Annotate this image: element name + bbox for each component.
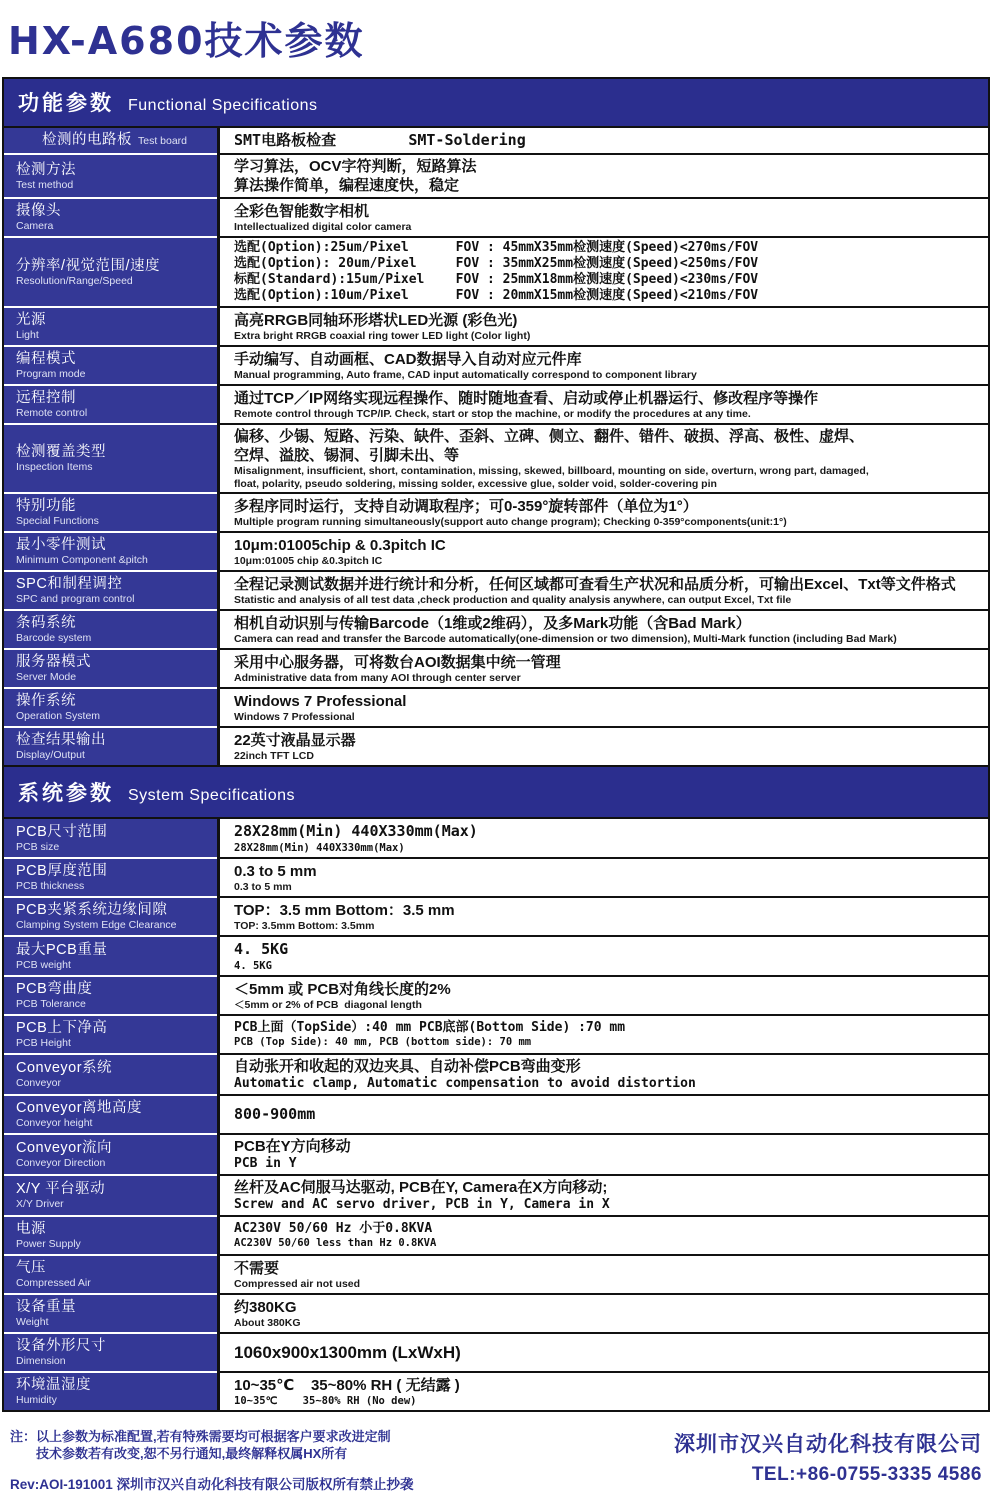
footer-company-block: [674, 1428, 984, 1493]
spec-value-line: 全程记录测试数据并进行统计和分析，任何区域都可查看生产状况和品质分析，可输出Excel、Txt等文件格式: [234, 575, 956, 593]
spec-label-en: Special Functions: [16, 515, 99, 527]
spec-value-line: PCB上面（TopSide）:40 mm PCB底部(Bottom Side) :70 mm: [234, 1020, 626, 1035]
spec-value: [217, 306, 988, 345]
spec-value-line: 标配(Standard):15um/Pixel FOV : 25mmX18mm检测速度(Speed)<230ms/FOV: [234, 272, 759, 287]
spec-value-line: Automatic clamp, Automatic compensation to avoid distortion: [234, 1076, 696, 1091]
spec-label: [4, 857, 217, 896]
spec-value: [217, 726, 988, 765]
spec-label-zh: 设备外形尺寸: [16, 1338, 106, 1354]
spec-label: [4, 306, 217, 345]
spec-label-zh: X/Y 平台驱动: [16, 1181, 106, 1197]
spec-value-line: 空焊、溢胶、锡洞、引脚未出、等: [234, 447, 460, 464]
spec-value-line: 多程序同时运行，支持自动调取程序；可0-359°旋转部件（单位为1°）: [234, 497, 698, 515]
spec-label-en: Resolution/Range/Speed: [16, 274, 133, 287]
spec-label: [4, 819, 217, 857]
spec-value-line: 学习算法，OCV字符判断，短路算法: [234, 158, 477, 175]
spec-value: [217, 1094, 988, 1133]
spec-value-line: PCB in Y: [234, 1156, 297, 1171]
spec-value: [217, 819, 988, 857]
spec-label-en: Test board: [137, 135, 188, 147]
spec-value: [217, 153, 988, 197]
spec-label-zh: 环境温湿度: [16, 1377, 91, 1393]
spec-value-line: 丝杆及AC伺服马达驱动, PCB在Y, Camera在X方向移动;: [234, 1179, 608, 1196]
spec-value: [217, 128, 988, 153]
spec-value: [217, 197, 988, 236]
spec-value-line: Extra bright RRGB coaxial ring tower LED light (Color light): [234, 329, 531, 342]
spec-value: [217, 1371, 988, 1410]
spec-value-line: 选配(Option):25um/Pixel FOV : 45mmX35mm检测速度(Speed)<270ms/FOV: [234, 240, 759, 255]
spec-row: [4, 687, 988, 726]
spec-label-en: PCB Height: [16, 1037, 71, 1049]
spec-value-line: Manual programming, Auto frame, CAD input automatically correspond to component library: [234, 368, 697, 381]
spec-value: [217, 1053, 988, 1094]
footer-rev-line: Rev:AOI-191001 深圳市汉兴自动化科技有限公司版权所有禁止抄袭: [10, 1477, 414, 1492]
spec-label-en: PCB thickness: [16, 880, 85, 892]
spec-value-line: TOP: 3.5mm Bottom: 3.5mm: [234, 919, 375, 932]
spec-label-en: X/Y Driver: [16, 1198, 64, 1210]
spec-label: [4, 197, 217, 236]
spec-value-line: AC230V 50/60 Hz 小于0.8KVA: [234, 1221, 433, 1236]
spec-row: [4, 1094, 988, 1133]
spec-label-zh: PCB尺寸范围: [16, 823, 108, 840]
spec-value: [217, 975, 988, 1014]
spec-value-line: 10μm:01005chip & 0.3pitch IC: [234, 536, 446, 554]
spec-label-en: Barcode system: [16, 632, 92, 644]
spec-label-zh: 编程模式: [16, 351, 76, 367]
spec-row: [4, 935, 988, 975]
spec-label-zh: 操作系统: [16, 693, 76, 709]
spec-label: [4, 384, 217, 423]
spec-label-en: PCB size: [16, 840, 60, 853]
section-title-en: Functional Specifications: [128, 97, 318, 114]
spec-value-line: 4. 5KG: [234, 940, 289, 958]
spec-label-zh: 最大PCB重量: [16, 941, 108, 958]
spec-label-en: Display/Output: [16, 749, 85, 761]
spec-value: [217, 492, 988, 531]
spec-value-line: 通过TCP／IP网络实现远程操作、随时随地查看、启动或停止机器运行、修改程序等操作: [234, 389, 819, 407]
spec-label-en: PCB Tolerance: [16, 998, 86, 1010]
spec-row: [4, 1293, 988, 1332]
spec-value: [217, 857, 988, 896]
spec-value-line: PCB (Top Side): 40 mm, PCB (bottom side): 70 mm: [234, 1036, 532, 1048]
spec-label: [4, 726, 217, 765]
spec-row: [4, 648, 988, 687]
spec-label: [4, 128, 217, 153]
spec-row: [4, 1174, 988, 1215]
spec-label-zh: PCB上下净高: [16, 1020, 108, 1036]
spec-value-line: TOP：3.5 mm Bottom：3.5 mm: [234, 901, 455, 919]
spec-label-en: Clamping System Edge Clearance: [16, 919, 177, 931]
spec-value-line: 约380KG: [234, 1298, 297, 1316]
spec-value-line: 采用中心服务器，可将数台AOI数据集中统一管理: [234, 653, 561, 671]
spec-row: [4, 128, 988, 153]
spec-label-en: Compressed Air: [16, 1277, 91, 1289]
spec-label: [4, 1371, 217, 1410]
spec-label-zh: 设备重量: [16, 1299, 76, 1315]
spec-value: [217, 345, 988, 384]
spec-label-zh: Conveyor流向: [16, 1140, 113, 1156]
spec-label: [4, 1014, 217, 1053]
spec-value: [217, 896, 988, 935]
spec-row: [4, 726, 988, 765]
section-title-zh: 功能参数: [18, 92, 114, 115]
spec-label-zh: 远程控制: [16, 390, 76, 406]
spec-label-en: Program mode: [16, 368, 86, 380]
spec-label: [4, 531, 217, 570]
spec-value: [217, 1293, 988, 1332]
spec-label: [4, 1094, 217, 1133]
spec-value: [217, 935, 988, 975]
spec-label-en: Light: [16, 329, 39, 341]
spec-row: [4, 857, 988, 896]
spec-row: [4, 819, 988, 857]
spec-label-en: Minimum Component &pitch: [16, 554, 148, 566]
spec-value: [217, 423, 988, 492]
functional-section-header: [4, 79, 988, 128]
footer-note-line2: 技术参数若有改变,恕不另行通知,最终解释权属HX所有: [36, 1446, 348, 1461]
spec-value: [217, 687, 988, 726]
spec-row: [4, 492, 988, 531]
spec-label: [4, 423, 217, 492]
spec-label-zh: PCB弯曲度: [16, 981, 93, 997]
spec-label-zh: 检测方法: [16, 161, 76, 178]
spec-label-en: Dimension: [16, 1355, 66, 1367]
spec-value-line: Statistic and analysis of all test data ,check production and quality analysis anywhere, can output Excel, Txt file: [234, 593, 792, 606]
spec-value-line: Remote control through TCP/IP. Check, start or stop the machine, or modify the procedures at any time.: [234, 407, 751, 420]
spec-label: [4, 570, 217, 609]
system-section: [4, 765, 988, 1410]
spec-value-line: Screw and AC servo driver, PCB in Y, Camera in X: [234, 1197, 610, 1212]
spec-label-zh: Conveyor系统: [16, 1060, 113, 1076]
spec-value-line: 22inch TFT LCD: [234, 749, 314, 762]
spec-label-en: Power Supply: [16, 1238, 81, 1250]
footer-note-line1: 注：以上参数为标准配置,若有特殊需要均可根据客户要求改进定制: [10, 1429, 391, 1444]
spec-row: [4, 236, 988, 306]
system-rows: [4, 819, 988, 1410]
spec-label-zh: 最小零件测试: [16, 537, 106, 553]
spec-label: [4, 1254, 217, 1293]
spec-value-line: 选配(Option): 20um/Pixel FOV : 35mmX25mm检测速度(Speed)<250ms/FOV: [234, 256, 759, 271]
spec-value-line: 高亮RRGB同轴环形塔状LED光源 (彩色光): [234, 311, 518, 329]
spec-value-line: AC230V 50/60 less than Hz 0.8KVA: [234, 1237, 437, 1249]
spec-row: [4, 1254, 988, 1293]
spec-value-line: SMT电路板检查 SMT-Soldering: [234, 131, 526, 149]
spec-label-en: SPC and program control: [16, 593, 135, 605]
spec-label-zh: PCB夹紧系统边缘间隙: [16, 902, 168, 918]
spec-row: [4, 306, 988, 345]
spec-value-line: 不需要: [234, 1259, 280, 1277]
spec-row: [4, 197, 988, 236]
spec-value-line: 算法操作简单，编程速度快，稳定: [234, 177, 460, 194]
spec-value-line: Camera can read and transfer the Barcode automatically(one-dimension or two dimension), Multi-Mark function (including Bad Mark): [234, 632, 897, 645]
spec-value-line: 800-900mm: [234, 1105, 316, 1123]
spec-label-en: Server Mode: [16, 671, 77, 683]
spec-value-line: 10~35℃ 35~80% RH ( 无结露 ): [234, 1376, 460, 1394]
company-name: 深圳市汉兴自动化科技有限公司: [674, 1433, 982, 1456]
spec-value-line: 22英寸液晶显示器: [234, 731, 356, 749]
spec-label-zh: 特别功能: [16, 498, 76, 514]
spec-value-line: 10μm:01005 chip &0.3pitch IC: [234, 554, 383, 567]
spec-label-zh: 摄像头: [16, 203, 61, 219]
spec-value-line: 10~35℃ 35~80% RH (No dew): [234, 1394, 417, 1407]
spec-label-en: Humidity: [16, 1394, 57, 1406]
spec-value-line: 28X28mm(Min) 440X330mm(Max): [234, 842, 405, 854]
spec-label-en: Operation System: [16, 710, 101, 722]
spec-value-line: 4. 5KG: [234, 960, 272, 972]
spec-value: [217, 384, 988, 423]
spec-row: [4, 1371, 988, 1410]
spec-value: [217, 1254, 988, 1293]
spec-row: [4, 1053, 988, 1094]
spec-value: [217, 1174, 988, 1215]
section-title-zh: 系统参数: [18, 782, 114, 805]
spec-row: [4, 384, 988, 423]
spec-label-en: Remote control: [16, 407, 88, 419]
spec-value: [217, 609, 988, 648]
spec-label-zh: Conveyor离地高度: [16, 1100, 143, 1116]
spec-label: [4, 1053, 217, 1094]
spec-label-en: Test method: [16, 178, 74, 191]
spec-row: [4, 153, 988, 197]
spec-label-zh: PCB厚度范围: [16, 863, 108, 879]
section-title-en: System Specifications: [128, 787, 296, 804]
footer: [2, 1412, 990, 1493]
spec-row: [4, 609, 988, 648]
spec-row: [4, 1014, 988, 1053]
spec-label: [4, 153, 217, 197]
spec-label: [4, 609, 217, 648]
spec-value-line: Windows 7 Professional: [234, 710, 355, 723]
spec-row: [4, 423, 988, 492]
spec-label-en: Weight: [16, 1316, 49, 1328]
spec-label: [4, 236, 217, 306]
spec-label: [4, 896, 217, 935]
spec-value: [217, 1215, 988, 1254]
spec-value: [217, 1332, 988, 1371]
spec-row: [4, 975, 988, 1014]
spec-label: [4, 1133, 217, 1174]
spec-value-line: 28X28mm(Min) 440X330mm(Max): [234, 822, 478, 840]
spec-value-line: PCB在Y方向移动: [234, 1138, 351, 1155]
spec-value-line: 1060x900x1300mm (LxWxH): [234, 1343, 461, 1362]
functional-section: [4, 79, 988, 765]
spec-label-zh: 光源: [16, 312, 46, 328]
spec-value-line: 0.3 to 5 mm: [234, 880, 292, 893]
spec-value-line: 全彩色智能数字相机: [234, 202, 370, 220]
spec-value-line: About 380KG: [234, 1316, 301, 1329]
spec-row: [4, 896, 988, 935]
spec-value-line: Windows 7 Professional: [234, 692, 407, 710]
spec-label-zh: 服务器模式: [16, 654, 91, 670]
spec-label: [4, 935, 217, 975]
spec-label-zh: SPC和制程调控: [16, 576, 123, 592]
spec-label: [4, 1293, 217, 1332]
spec-label-zh: 气压: [16, 1260, 46, 1276]
spec-value: [217, 531, 988, 570]
spec-label-zh: 电源: [16, 1221, 46, 1237]
spec-label-en: Inspection Items: [16, 461, 93, 473]
spec-value: [217, 1133, 988, 1174]
spec-value-line: Misalignment, insufficient, short, contamination, missing, skewed, billboard, mounting on side, overturn, wrong part, damaged,: [234, 465, 869, 477]
spec-value-line: 选配(Option):10um/Pixel FOV : 20mmX15mm检测速度(Speed)<210ms/FOV: [234, 288, 759, 303]
spec-label: [4, 345, 217, 384]
functional-rows: [4, 128, 988, 765]
spec-value-line: 0.3 to 5 mm: [234, 862, 317, 880]
spec-value-line: ＜5mm or 2% of PCB diagonal length: [234, 998, 422, 1011]
spec-label-zh: 检查结果输出: [16, 732, 106, 748]
spec-label-en: Conveyor height: [16, 1117, 93, 1129]
spec-label-en: Camera: [16, 220, 54, 232]
spec-value-line: Multiple program running simultaneously(support auto change program); Checking 0-359°components(unit:1°): [234, 515, 787, 528]
spec-label: [4, 687, 217, 726]
spec-label-zh: 条码系统: [16, 615, 76, 631]
spec-label: [4, 648, 217, 687]
spec-value: [217, 236, 988, 306]
spec-label-en: PCB weight: [16, 958, 71, 971]
spec-label: [4, 1332, 217, 1371]
company-tel: TEL:+86-0755-3335 4586: [751, 1464, 982, 1485]
spec-label: [4, 1215, 217, 1254]
spec-row: [4, 531, 988, 570]
spec-value-line: Administrative data from many AOI through center server: [234, 671, 521, 684]
footer-note: [10, 1428, 414, 1493]
spec-label-en: Conveyor Direction: [16, 1157, 106, 1169]
spec-row: [4, 1133, 988, 1174]
spec-value-line: 相机自动识别与传输Barcode（1维或2维码），及多Mark功能（含Bad Mark）: [234, 614, 751, 632]
spec-row: [4, 570, 988, 609]
spec-table: [2, 77, 990, 1412]
spec-value-line: ＜5mm 或 PCB对角线长度的2%: [234, 980, 451, 998]
spec-row: [4, 1215, 988, 1254]
spec-label: [4, 1174, 217, 1215]
spec-value-line: float, polarity, pseudo soldering, missing solder, excessive glue, solder void, solder-covering pin: [234, 477, 717, 490]
spec-value-line: Intellectualized digital color camera: [234, 220, 412, 233]
spec-value-line: Compressed air not used: [234, 1277, 361, 1290]
spec-label: [4, 492, 217, 531]
spec-label-zh: 分辨率/视觉范围/速度: [16, 257, 161, 274]
spec-value-line: 偏移、少锡、短路、污染、缺件、歪斜、立碑、侧立、翻件、错件、破损、浮高、极性、虚焊、: [234, 428, 865, 445]
spec-label: [4, 975, 217, 1014]
spec-value: [217, 648, 988, 687]
spec-value: [217, 570, 988, 609]
spec-label-zh: 检测覆盖类型: [16, 444, 106, 460]
spec-label-en: Conveyor: [16, 1077, 61, 1089]
spec-row: [4, 1332, 988, 1371]
page-title: HX-A680技术参数: [8, 19, 365, 63]
spec-value: [217, 1014, 988, 1053]
spec-value-line: 手动编写、自动画框、CAD数据导入自动对应元件库: [234, 350, 582, 368]
spec-row: [4, 345, 988, 384]
spec-label-zh: 检测的电路板: [41, 132, 132, 148]
spec-value-line: 自动张开和收起的双边夹具、自动补偿PCB弯曲变形: [234, 1058, 581, 1075]
system-section-header: [4, 767, 988, 819]
